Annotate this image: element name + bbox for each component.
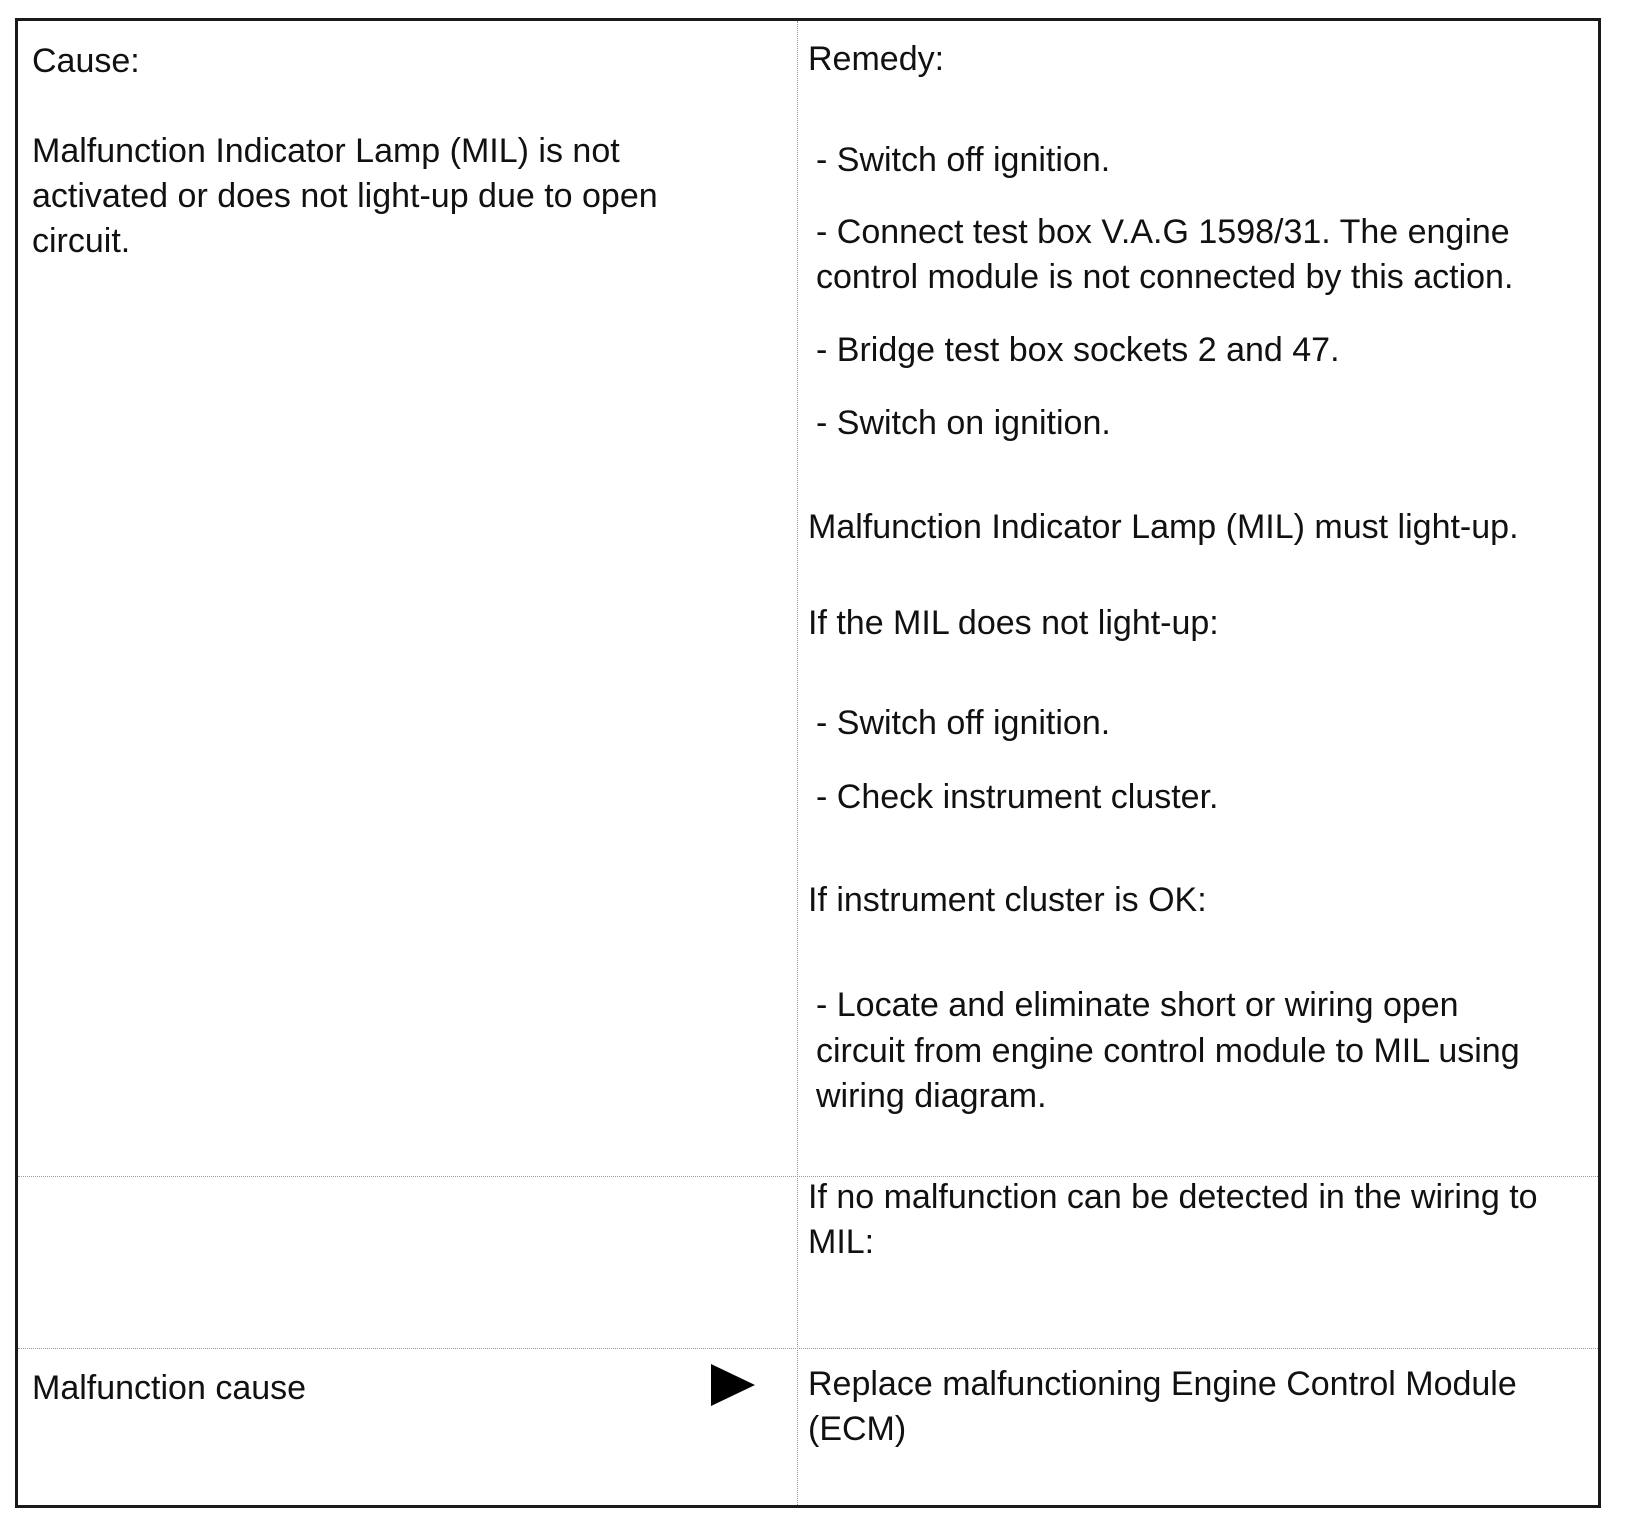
cause-description-line: Malfunction Indicator Lamp (MIL) is not	[32, 132, 620, 170]
malfunction-cause-label: Malfunction cause	[32, 1369, 307, 1407]
remedy-step: - Connect test box V.A.G 1598/31. The engine	[816, 213, 1510, 251]
cause-header: Cause:	[32, 42, 140, 80]
remedy-step: circuit from engine control module to MIL using	[816, 1032, 1520, 1070]
cause-description-line: circuit.	[32, 222, 131, 260]
remedy-step: - Switch on ignition.	[816, 404, 1111, 442]
cause-remedy-table	[15, 18, 1601, 1508]
remedy-step: - Switch off ignition.	[816, 704, 1111, 742]
replace-ecm-text: Replace malfunctioning Engine Control Module	[808, 1365, 1517, 1403]
mil-check-text: Malfunction Indicator Lamp (MIL) must light-up.	[808, 508, 1519, 546]
arrow-right-icon	[711, 1364, 755, 1406]
remedy-step: - Bridge test box sockets 2 and 47.	[816, 331, 1340, 369]
no-malfunction-text: If no malfunction can be detected in the wiring to	[808, 1178, 1538, 1216]
column-divider	[797, 21, 798, 1505]
row-divider	[18, 1348, 1598, 1349]
remedy-step: wiring diagram.	[816, 1077, 1047, 1115]
remedy-header: Remedy:	[808, 40, 945, 78]
remedy-step: control module is not connected by this action.	[816, 258, 1514, 296]
remedy-step: - Switch off ignition.	[816, 141, 1111, 179]
replace-ecm-text: (ECM)	[808, 1410, 907, 1448]
no-malfunction-text: MIL:	[808, 1223, 875, 1261]
cause-description-line: activated or does not light-up due to open	[32, 177, 658, 215]
remedy-step: - Locate and eliminate short or wiring open	[816, 986, 1459, 1024]
remedy-step: - Check instrument cluster.	[816, 778, 1219, 816]
if-cluster-ok-text: If instrument cluster is OK:	[808, 881, 1207, 919]
if-mil-not-lit-text: If the MIL does not light-up:	[808, 604, 1219, 642]
